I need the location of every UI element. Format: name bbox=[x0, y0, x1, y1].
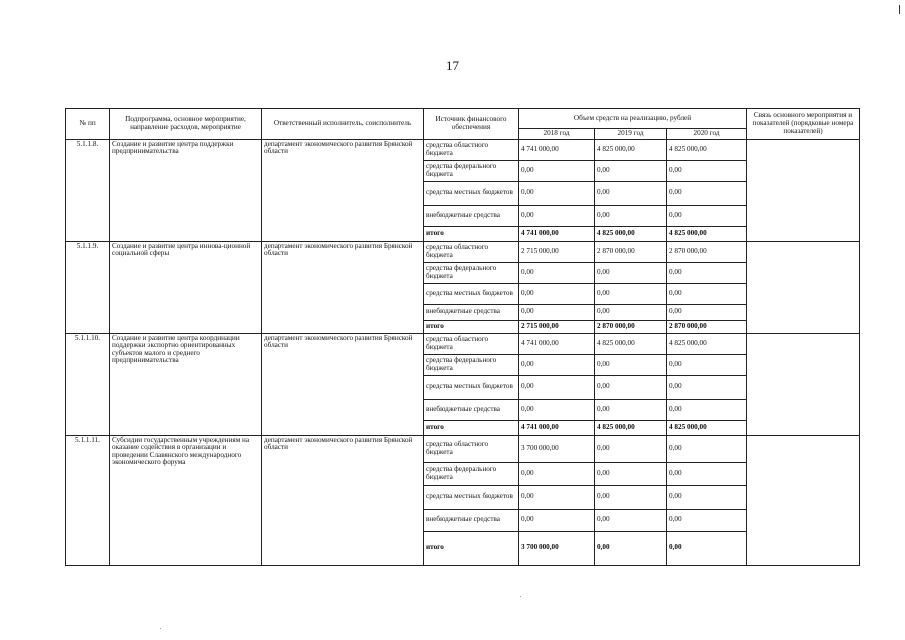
amount-2020: 0,00 bbox=[667, 435, 747, 462]
funding-source: итого bbox=[424, 320, 519, 333]
amount-2020: 0,00 bbox=[667, 304, 747, 320]
amount-2020: 4 825 000,00 bbox=[667, 420, 747, 435]
funding-source: итого bbox=[424, 531, 519, 565]
table-row bbox=[66, 139, 860, 160]
amount-2018: 0,00 bbox=[519, 485, 595, 509]
amount-2018: 4 741 000,00 bbox=[519, 139, 595, 160]
funding-source: итого bbox=[424, 420, 519, 435]
funding-source: средства местных бюджетов bbox=[424, 375, 519, 399]
amount-2020: 0,00 bbox=[667, 160, 747, 181]
funding-source: итого bbox=[424, 226, 519, 241]
funding-source: средства областного бюджета bbox=[424, 139, 519, 160]
amount-2019: 2 870 000,00 bbox=[595, 241, 667, 262]
funding-source: внебюджетные средства bbox=[424, 399, 519, 420]
row-number: 5.1.1.11. bbox=[66, 435, 110, 565]
amount-2020: 0,00 bbox=[667, 205, 747, 226]
row-number: 5.1.1.8. bbox=[66, 139, 110, 241]
header-year-2018: 2018 год bbox=[519, 129, 595, 140]
amount-2019: 0,00 bbox=[595, 462, 667, 485]
amount-2020: 0,00 bbox=[667, 181, 747, 205]
funding-source: средства федерального бюджета bbox=[424, 354, 519, 375]
amount-2018: 0,00 bbox=[519, 160, 595, 181]
amount-2019: 0,00 bbox=[595, 181, 667, 205]
amount-2019: 2 870 000,00 bbox=[595, 320, 667, 333]
amount-2018: 0,00 bbox=[519, 375, 595, 399]
corner-mark bbox=[899, 5, 900, 14]
funding-source: внебюджетные средства bbox=[424, 509, 519, 531]
row-number: 5.1.1.10. bbox=[66, 333, 110, 435]
amount-2020: 0,00 bbox=[667, 375, 747, 399]
amount-2018: 0,00 bbox=[519, 262, 595, 283]
budget-table bbox=[65, 108, 860, 566]
executor: департамент экономического развития Брянской области bbox=[262, 333, 424, 435]
amount-2019: 0,00 bbox=[595, 509, 667, 531]
amount-2018: 0,00 bbox=[519, 399, 595, 420]
table-row bbox=[66, 333, 860, 354]
header-source: Источник финансового обеспечения bbox=[424, 109, 519, 140]
amount-2019: 0,00 bbox=[595, 283, 667, 304]
row-number: 5.1.1.9. bbox=[66, 241, 110, 333]
funding-source: средства местных бюджетов bbox=[424, 485, 519, 509]
amount-2020: 0,00 bbox=[667, 531, 747, 565]
amount-2020: 0,00 bbox=[667, 399, 747, 420]
amount-2019: 0,00 bbox=[595, 205, 667, 226]
header-year-2020: 2020 год bbox=[667, 129, 747, 140]
amount-2020: 4 825 000,00 bbox=[667, 226, 747, 241]
amount-2020: 4 825 000,00 bbox=[667, 139, 747, 160]
amount-2019: 0,00 bbox=[595, 375, 667, 399]
indicator-link bbox=[747, 333, 860, 435]
scan-speck bbox=[520, 596, 521, 597]
measure-name: Создание и развитие центра поддержки предпринимательства bbox=[110, 139, 262, 241]
amount-2019: 0,00 bbox=[595, 485, 667, 509]
amount-2019: 4 825 000,00 bbox=[595, 226, 667, 241]
header-amount: Объем средств на реализацию, рублей bbox=[519, 109, 747, 129]
amount-2019: 0,00 bbox=[595, 262, 667, 283]
amount-2018: 4 741 000,00 bbox=[519, 333, 595, 354]
amount-2020: 4 825 000,00 bbox=[667, 333, 747, 354]
amount-2019: 4 825 000,00 bbox=[595, 333, 667, 354]
funding-source: средства местных бюджетов bbox=[424, 283, 519, 304]
indicator-link bbox=[747, 241, 860, 333]
indicator-link bbox=[747, 139, 860, 241]
amount-2020: 0,00 bbox=[667, 283, 747, 304]
page-number: 17 bbox=[446, 58, 459, 73]
funding-source: средства федерального бюджета bbox=[424, 160, 519, 181]
executor: департамент экономического развития Брянской области bbox=[262, 139, 424, 241]
header-link: Связь основного мероприятия и показателей (порядковые номера показателей) bbox=[747, 109, 860, 140]
header-subprogram: Подпрограмма, основное мероприятие, направление расходов, мероприятие bbox=[110, 109, 262, 140]
amount-2020: 2 870 000,00 bbox=[667, 320, 747, 333]
amount-2019: 0,00 bbox=[595, 354, 667, 375]
amount-2018: 4 741 000,00 bbox=[519, 420, 595, 435]
funding-source: внебюджетные средства bbox=[424, 304, 519, 320]
funding-source: средства областного бюджета bbox=[424, 333, 519, 354]
amount-2019: 4 825 000,00 bbox=[595, 420, 667, 435]
amount-2020: 0,00 bbox=[667, 509, 747, 531]
funding-source: средства областного бюджета bbox=[424, 435, 519, 462]
amount-2018: 3 700 000,00 bbox=[519, 531, 595, 565]
table-body bbox=[66, 139, 860, 565]
amount-2019: 4 825 000,00 bbox=[595, 139, 667, 160]
amount-2019: 0,00 bbox=[595, 160, 667, 181]
amount-2018: 0,00 bbox=[519, 181, 595, 205]
scan-speck bbox=[160, 628, 161, 629]
amount-2019: 0,00 bbox=[595, 304, 667, 320]
header-year-2019: 2019 год bbox=[595, 129, 667, 140]
header-num: № пп bbox=[66, 109, 110, 140]
executor: департамент экономического развития Брянской области bbox=[262, 241, 424, 333]
amount-2019: 0,00 bbox=[595, 399, 667, 420]
funding-source: средства федерального бюджета bbox=[424, 262, 519, 283]
measure-name: Субсидии государственным учреждениям на оказание содействия в организации и проведении Славянского международного экономического форума bbox=[110, 435, 262, 565]
funding-source: средства областного бюджета bbox=[424, 241, 519, 262]
funding-source: средства федерального бюджета bbox=[424, 462, 519, 485]
amount-2020: 0,00 bbox=[667, 462, 747, 485]
amount-2018: 0,00 bbox=[519, 283, 595, 304]
amount-2018: 4 741 000,00 bbox=[519, 226, 595, 241]
measure-name: Создание и развитие центра координации поддержки экспортно ориентированных субъектов малого и среднего предпринимательства bbox=[110, 333, 262, 435]
amount-2018: 0,00 bbox=[519, 462, 595, 485]
table-row bbox=[66, 435, 860, 462]
amount-2019: 0,00 bbox=[595, 435, 667, 462]
amount-2019: 0,00 bbox=[595, 531, 667, 565]
amount-2018: 0,00 bbox=[519, 304, 595, 320]
measure-name: Создание и развитие центра иннова-ционной социальной сферы bbox=[110, 241, 262, 333]
amount-2018: 0,00 bbox=[519, 509, 595, 531]
amount-2018: 0,00 bbox=[519, 205, 595, 226]
amount-2018: 2 715 000,00 bbox=[519, 320, 595, 333]
amount-2018: 3 700 000,00 bbox=[519, 435, 595, 462]
header-executor: Ответственный исполнитель, соисполнитель bbox=[262, 109, 424, 140]
table-row bbox=[66, 241, 860, 262]
table-header bbox=[66, 109, 860, 140]
amount-2018: 0,00 bbox=[519, 354, 595, 375]
executor: департамент экономического развития Брянской области bbox=[262, 435, 424, 565]
amount-2020: 0,00 bbox=[667, 485, 747, 509]
amount-2020: 2 870 000,00 bbox=[667, 241, 747, 262]
funding-source: средства местных бюджетов bbox=[424, 181, 519, 205]
amount-2018: 2 715 000,00 bbox=[519, 241, 595, 262]
amount-2020: 0,00 bbox=[667, 354, 747, 375]
funding-source: внебюджетные средства bbox=[424, 205, 519, 226]
indicator-link bbox=[747, 435, 860, 565]
amount-2020: 0,00 bbox=[667, 262, 747, 283]
